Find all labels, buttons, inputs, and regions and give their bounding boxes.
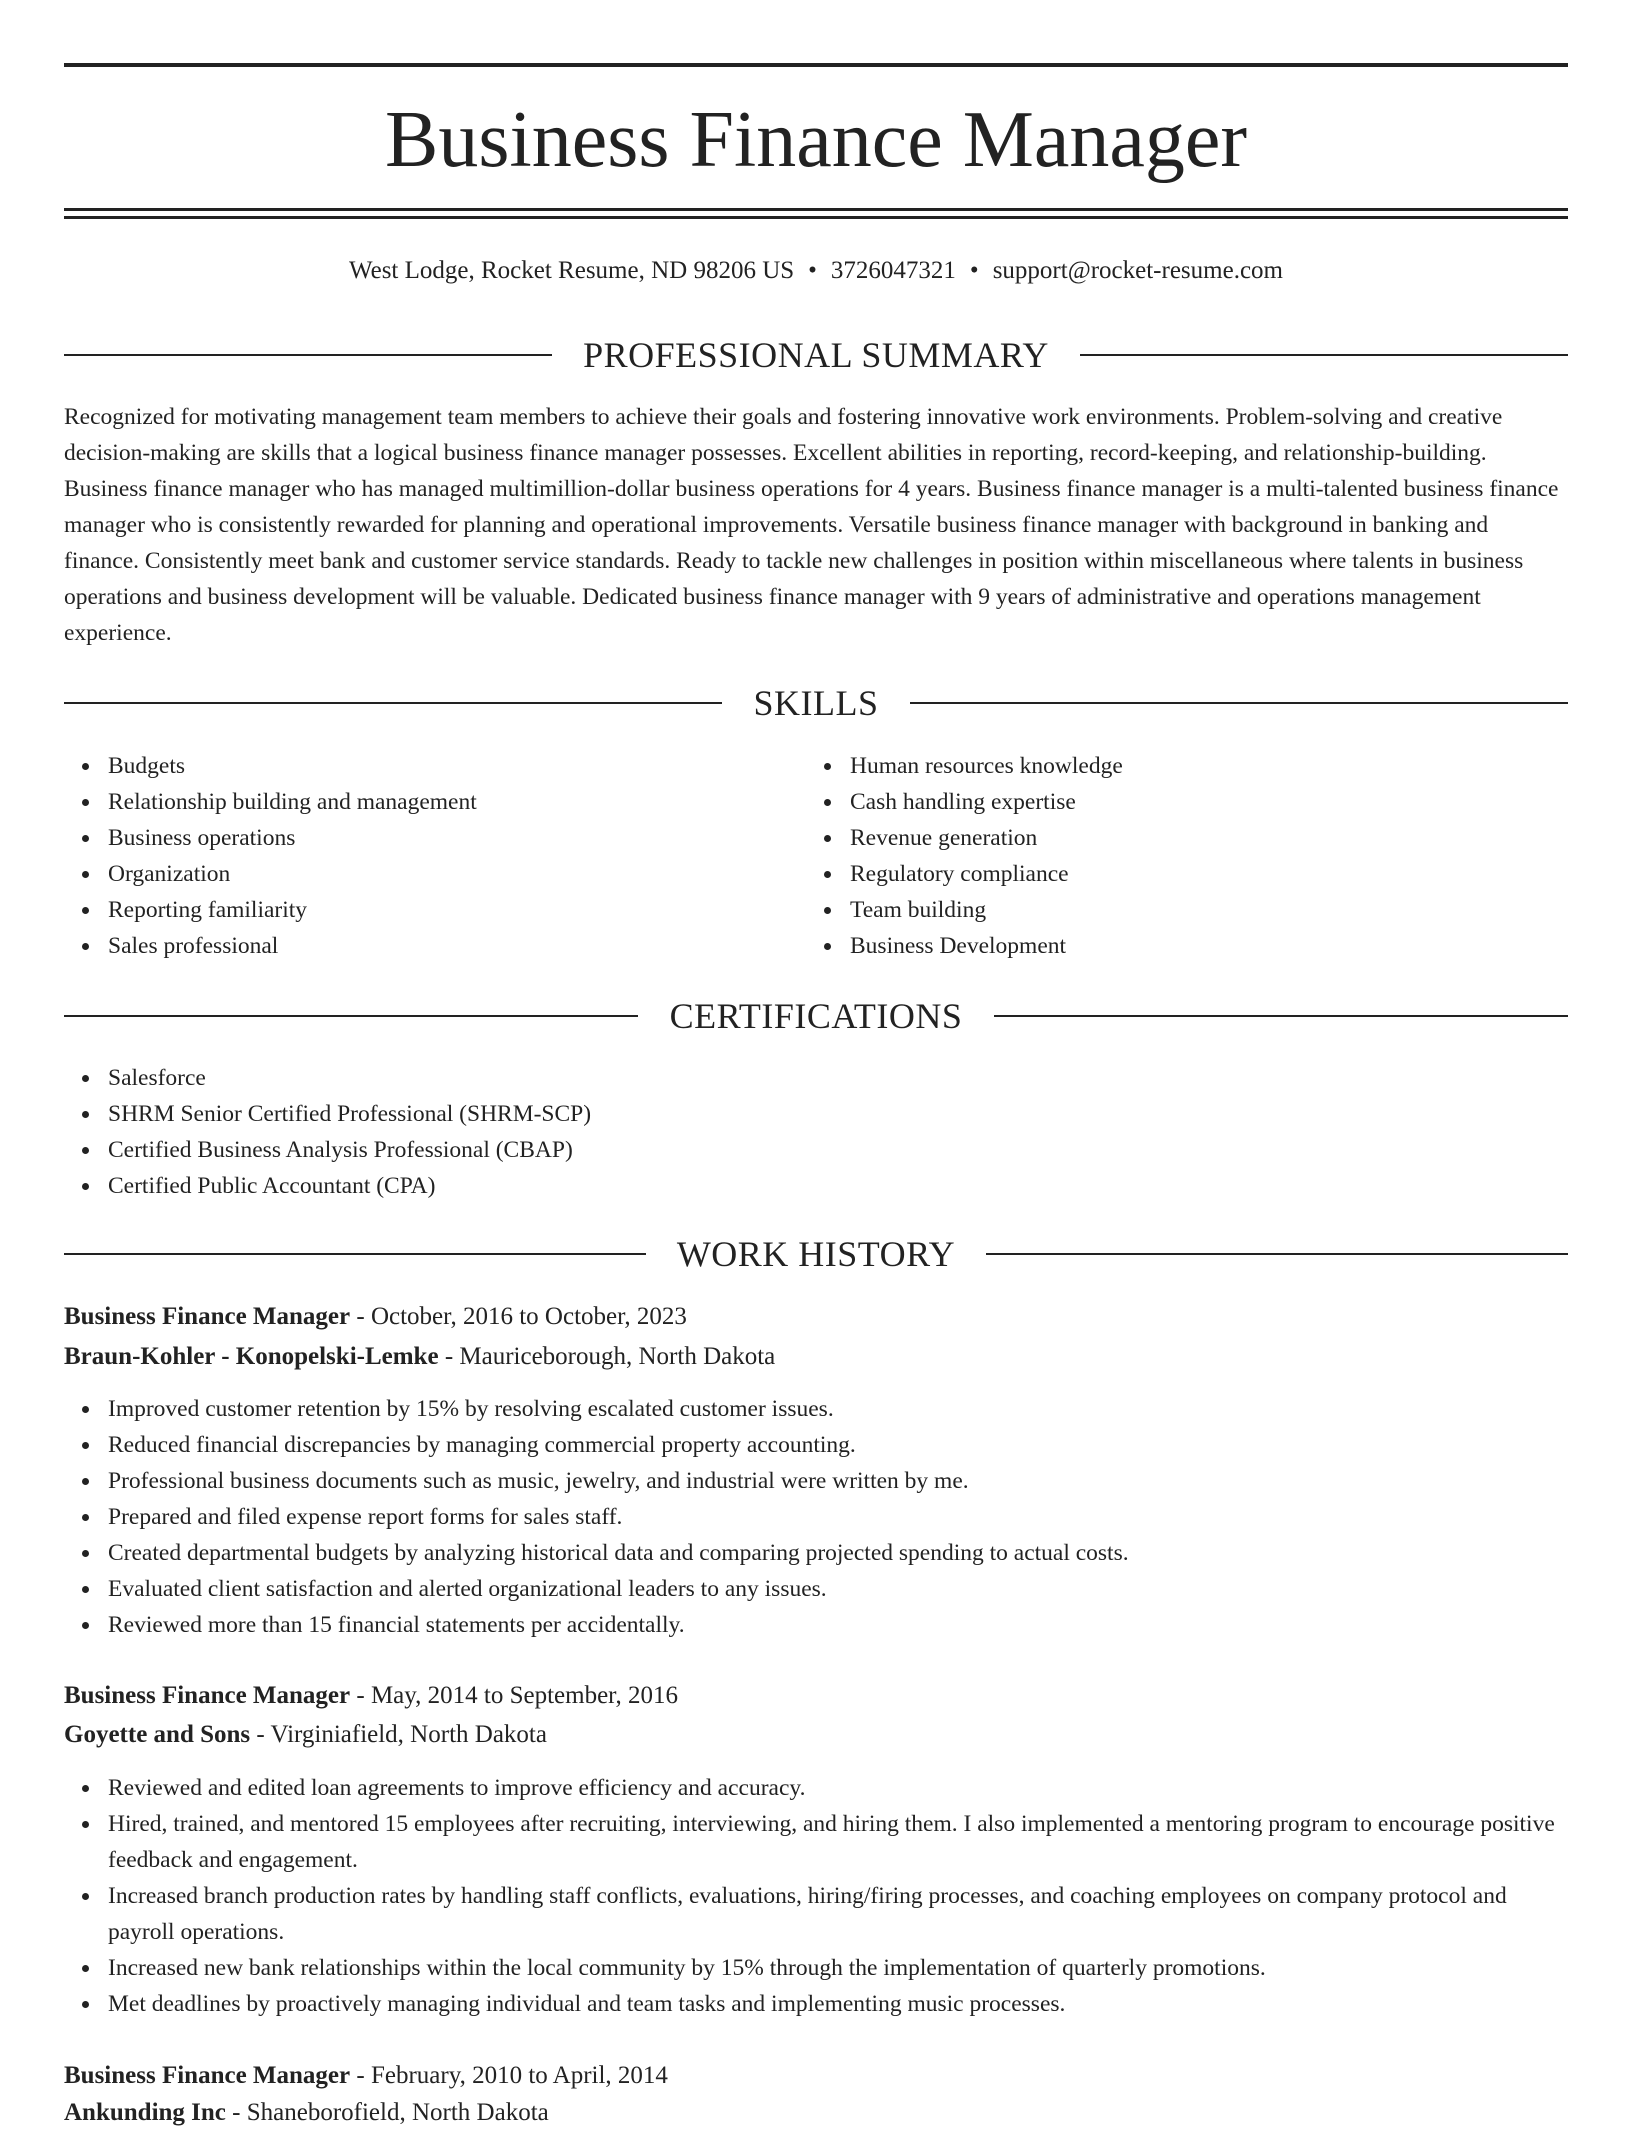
job-title: Business Finance Manager [64,1303,351,1330]
certifications-list [64,1060,1568,1204]
job-title: Business Finance Manager [64,2062,351,2089]
certification-item: Certified Public Accountant (CPA) [108,1168,1568,1204]
skill-item: Business operations [108,820,808,856]
job-company-line [64,1338,1568,1376]
skill-item: Business Development [850,928,1570,964]
skill-item: Cash handling expertise [850,784,1570,820]
header-double-rule-upper [64,208,1568,211]
job-bullet: Reviewed and edited loan agreements to improve efficiency and accuracy. [108,1770,1568,1806]
summary-paragraph: Recognized for motivating management team members to achieve their goals and fostering innovative work environments. Problem-solving and creative decision-making are skills that a logical business finance manager possesses. Excellent abilities in reporting, record-keeping, and relationship-building. Business finance manager who has managed multimillion-dollar business operations for 4 years. Business finance manager is a multi-talented business finance manager who is consistently rewarded for planning and operational improvements. Versatile business finance manager with background in banking and finance. Consistently meet bank and customer service standards. Ready to tackle new challenges in position within miscellaneous where talents in business operations and business development will be valuable. Dedicated business finance manager with 9 years of administrative and operations management experience. [64,404,1559,646]
job-company: Ankunding Inc [64,2099,226,2126]
skill-item: Budgets [108,748,808,784]
contact-address: West Lodge, Rocket Resume, ND 98206 US [349,257,795,284]
contact-separator: • [808,257,817,284]
job-bullet: Met deadlines by proactively managing individual and team tasks and implementing music processes. [108,1986,1568,2022]
skill-item: Relationship building and management [108,784,808,820]
job-dates: - February, 2010 to April, 2014 [356,2062,668,2089]
header-top-rule [64,63,1568,67]
skills-list-right [806,748,1570,964]
resume-name: Business Finance Manager [384,96,1248,184]
certification-item: Certified Business Analysis Professional (CBAP) [108,1132,1568,1168]
header-double-rule-lower [64,216,1568,219]
skill-item: Organization [108,856,808,892]
job-bullet: Prepared and filed expense report forms for sales staff. [108,1499,1568,1535]
section-rule-right [1080,354,1568,356]
job-dates: - May, 2014 to September, 2016 [356,1682,679,1709]
section-header-skills [64,681,1568,725]
job-bullet: Increased new bank relationships within the local community by 15% through the implementation of quarterly promotions. [108,1950,1568,1986]
contact-phone: 3726047321 [830,257,956,284]
section-header-summary [64,333,1568,377]
section-rule-right [994,1015,1568,1017]
section-title-summary: PROFESSIONAL SUMMARY [583,335,1049,375]
contact-line [64,252,1568,290]
job-bullet: Reviewed more than 15 financial statements per accidentally. [108,1607,1568,1643]
certification-item: SHRM Senior Certified Professional (SHRM-SCP) [108,1096,1568,1132]
job-bullet: Created departmental budgets by analyzing historical data and comparing projected spending to actual costs. [108,1535,1568,1571]
section-title-skills: SKILLS [753,683,879,723]
skill-item: Human resources knowledge [850,748,1570,784]
skills-list-left [64,748,808,964]
job-bullet: Hired, trained, and mentored 15 employees after recruiting, interviewing, and hiring them. I also implemented a mentoring program to encourage positive feedback and engagement. [108,1806,1568,1878]
job-bullets [64,1770,1568,2022]
contact-email: support@rocket-resume.com [992,257,1283,284]
job-company-line [64,2094,1568,2132]
job-location: - Shaneborofield, North Dakota [232,2099,549,2126]
job-title-line [64,2057,1568,2095]
skill-item: Team building [850,892,1570,928]
job-bullets [64,1391,1568,1643]
section-title-certifications: CERTIFICATIONS [669,996,963,1036]
job-location: - Virginiafield, North Dakota [256,1721,547,1748]
skill-item: Regulatory compliance [850,856,1570,892]
job-location: - Mauriceborough, North Dakota [444,1343,776,1370]
skill-item: Reporting familiarity [108,892,808,928]
section-rule-right [910,702,1568,704]
job-bullet: Evaluated client satisfaction and alerted organizational leaders to any issues. [108,1571,1568,1607]
job-company-line [64,1716,1568,1754]
section-rule-right [986,1253,1568,1255]
job-title-line [64,1298,1568,1336]
job-bullet: Professional business documents such as music, jewelry, and industrial were written by me. [108,1463,1568,1499]
job-company: Goyette and Sons [64,1721,251,1748]
section-header-certifications [64,994,1568,1038]
job-title: Business Finance Manager [64,1682,351,1709]
job-title-line [64,1677,1568,1715]
job-bullet: Increased branch production rates by handling staff conflicts, evaluations, hiring/firing processes, and coaching employees on company protocol and payroll operations. [108,1878,1568,1950]
section-title-work-history: WORK HISTORY [676,1234,956,1274]
job-bullet: Improved customer retention by 15% by resolving escalated customer issues. [108,1391,1568,1427]
contact-separator: • [969,257,979,284]
job-bullet: Reduced financial discrepancies by managing commercial property accounting. [108,1427,1568,1463]
certification-item: Salesforce [108,1060,1568,1096]
skill-item: Revenue generation [850,820,1570,856]
section-header-work-history [64,1232,1568,1276]
job-dates: - October, 2016 to October, 2023 [356,1303,687,1330]
job-company: Braun-Kohler - Konopelski-Lemke [64,1343,439,1370]
skill-item: Sales professional [108,928,808,964]
